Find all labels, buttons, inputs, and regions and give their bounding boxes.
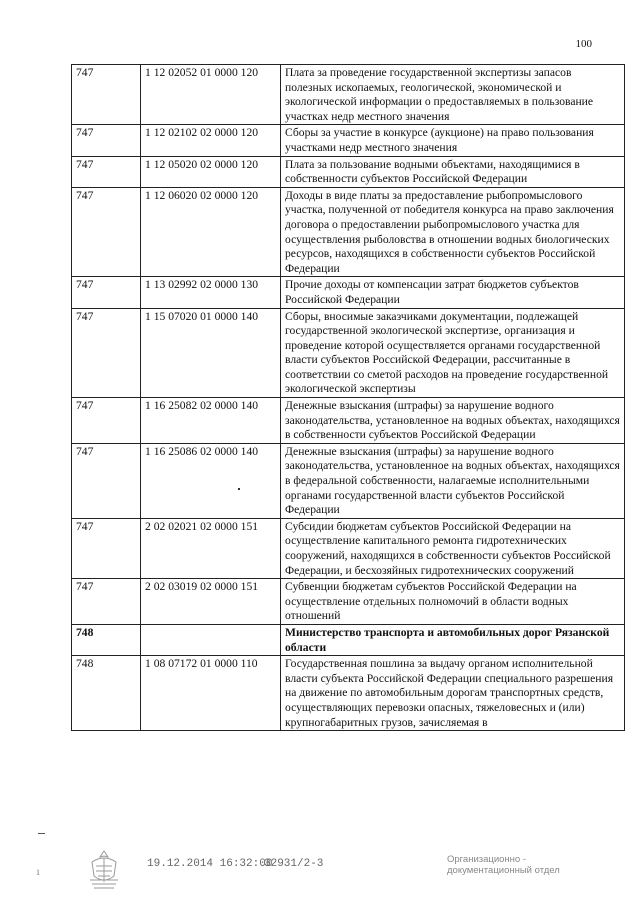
income-code-cell: 1 12 02052 01 0000 120: [141, 65, 281, 125]
income-name-cell: Денежные взыскания (штрафы) за нарушение водного законодательства, установленное на водных объектах, находящихся в федеральной собственности, налагаемые исполнительными органами государственной власти субъектов Российской Федерации: [281, 443, 625, 518]
table-row: [72, 277, 625, 308]
income-code-cell: 1 16 25082 02 0000 140: [141, 398, 281, 444]
income-name-cell: Доходы в виде платы за предоставление рыбопромыслового участка, полученной от победителя конкурса на право заключения договора о предоставлении рыбопромыслового участка для осуществления рыболовства в отношении водных биологических ресурсов, находящихся в собственности субъектов Российской Федерации: [281, 187, 625, 277]
income-name-cell: Денежные взыскания (штрафы) за нарушение водного законодательства, установленное на водных объектах, находящихся в собственности субъектов Российской Федерации: [281, 398, 625, 444]
admin-code-cell: 747: [72, 398, 141, 444]
footer-document-id: 32931/2-3: [264, 858, 324, 870]
margin-mark: [38, 833, 45, 834]
income-name-cell: Государственная пошлина за выдачу органом исполнительной власти субъекта Российской Федерации специального разрешения на движение по автомобильным дорогам транспортных средств, осуществляющих перевозки опасных, тяжеловесных и (или) крупногабаритных грузов, зачисляемая в: [281, 656, 625, 731]
income-code-cell: 1 12 02102 02 0000 120: [141, 125, 281, 156]
table-row: [72, 187, 625, 277]
footer-timestamp: 19.12.2014 16:32:00: [147, 858, 273, 870]
income-code-cell: [141, 624, 281, 655]
income-name-cell: Плата за проведение государственной экспертизы запасов полезных ископаемых, геологической, экономической и экологической информации о предоставляемых в пользование участках недр местного значения: [281, 65, 625, 125]
table-row: [72, 125, 625, 156]
admin-code-cell: 747: [72, 65, 141, 125]
admin-code-cell: 747: [72, 156, 141, 187]
table-row: [72, 518, 625, 578]
table-row: [72, 65, 625, 125]
scan-speck: [238, 488, 240, 490]
income-code-cell: 2 02 02021 02 0000 151: [141, 518, 281, 578]
admin-code-cell: 747: [72, 308, 141, 398]
table-row: [72, 156, 625, 187]
income-name-cell: Субвенции бюджетам субъектов Российской Федерации на осуществление отдельных полномочий в области водных отношений: [281, 579, 625, 625]
budget-classification-table: [71, 64, 625, 731]
income-name-cell: Сборы, вносимые заказчиками документации, подлежащей государственной экологической экспертизе, организация и проведение которой осуществляется органами государственной власти субъектов Российской Федерации, рассчитанные в соответствии со сметой расходов на проведение государственной экологической экспертизы: [281, 308, 625, 398]
income-code-cell: 1 12 05020 02 0000 120: [141, 156, 281, 187]
admin-code-cell: 747: [72, 125, 141, 156]
table-row: [72, 624, 625, 655]
footer-department-stamp: [447, 854, 560, 876]
table-row: [72, 443, 625, 518]
admin-code-cell: 748: [72, 656, 141, 731]
income-name-cell: Сборы за участие в конкурсе (аукционе) на право пользования участками недр местного значения: [281, 125, 625, 156]
income-code-cell: 1 16 25086 02 0000 140: [141, 443, 281, 518]
income-code-cell: 1 15 07020 01 0000 140: [141, 308, 281, 398]
table-row: [72, 398, 625, 444]
income-name-cell: Министерство транспорта и автомобильных дорог Рязанской области: [281, 624, 625, 655]
table-row: [72, 579, 625, 625]
income-code-cell: 2 02 03019 02 0000 151: [141, 579, 281, 625]
coat-of-arms-icon: [84, 848, 124, 897]
income-name-cell: Плата за пользование водными объектами, находящимися в собственности субъектов Российской Федерации: [281, 156, 625, 187]
table-body: [72, 65, 625, 731]
admin-code-cell: 747: [72, 277, 141, 308]
page-number: 100: [575, 38, 592, 50]
admin-code-cell: 747: [72, 187, 141, 277]
income-code-cell: 1 08 07172 01 0000 110: [141, 656, 281, 731]
admin-code-cell: 747: [72, 518, 141, 578]
admin-code-cell: 748: [72, 624, 141, 655]
department-line-2: документационный отдел: [447, 865, 560, 876]
table-row: [72, 656, 625, 731]
department-line-1: Организационно -: [447, 854, 527, 865]
income-name-cell: Прочие доходы от компенсации затрат бюджетов субъектов Российской Федерации: [281, 277, 625, 308]
footer-left-mark: 1: [36, 868, 40, 877]
income-code-cell: 1 12 06020 02 0000 120: [141, 187, 281, 277]
income-name-cell: Субсидии бюджетам субъектов Российской Федерации на осуществление капитального ремонта гидротехнических сооружений, находящихся в собственности субъектов Российской Федерации, и бесхозяйных гидротехнических сооружений: [281, 518, 625, 578]
admin-code-cell: 747: [72, 443, 141, 518]
table-row: [72, 308, 625, 398]
income-code-cell: 1 13 02992 02 0000 130: [141, 277, 281, 308]
page-footer: [0, 848, 640, 898]
admin-code-cell: 747: [72, 579, 141, 625]
